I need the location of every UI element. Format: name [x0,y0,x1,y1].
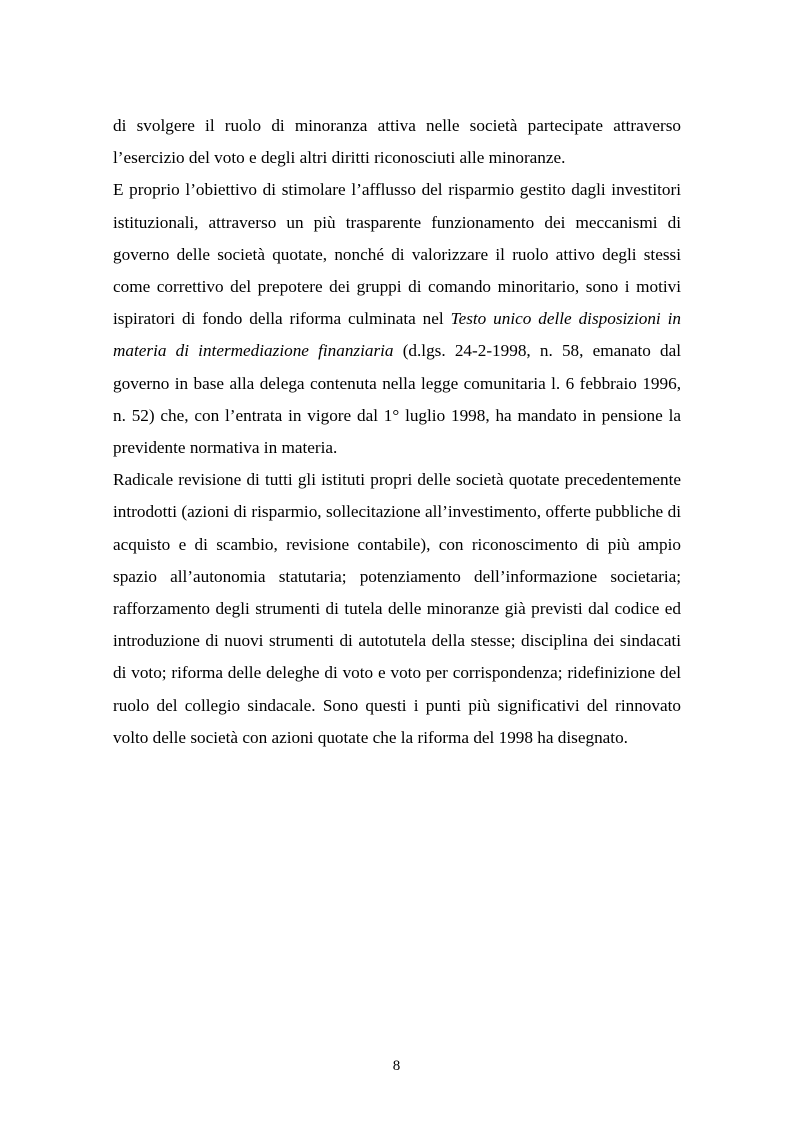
paragraph-1-text: di svolgere il ruolo di minoranza attiva nelle società partecipate attraverso l’esercizio del voto e degli altri diritti riconosciuti alle minoranze. [113,116,681,168]
paragraph-2-text-rest: (d.lgs. 24-2-1998, n. 58, emanato dal governo in base alla delega contenuta nella legge comunitaria l. 6 febbraio 1996, n. 52) che, con l’entrata in vigore dal 1° luglio 1998, ha mandato in pensione la previdente normativa in materia. [113,341,681,458]
paragraph-3-text: Radicale revisione di tutti gli istituti propri delle società quotate precedentemente introdotti (azioni di risparmio, sollecitazione all’investimento, offerte pubbliche di acquisto e di scambio, revisione contabile), con riconoscimento di più ampio spazio all’autonomia statutaria; potenziamento dell’informazione societaria; rafforzamento degli strumenti di tutela delle minoranze già previsti dal codice ed introduzione di nuovi strumenti di autotutela della stesse; disciplina dei sindacati di voto; riforma delle deleghe di voto e voto per corrispondenza; ridefinizione del ruolo del collegio sindacale. Sono questi i punti più significativi del rinnovato volto delle società con azioni quotate che la riforma del 1998 ha disegnato. [113,470,681,747]
paragraph-2-text-intro: E proprio l’obiettivo di stimolare l’afflusso del risparmio gestito dagli investitori istituzionali, attraverso un più trasparente funzionamento dei meccanismi di governo delle società quotate, nonché di valorizzare il ruolo attivo degli stessi come correttivo del prepotere dei gruppi di comando minoritario, sono i motivi ispiratori di fondo della riforma culminata nel [113,180,681,329]
page-number: 8 [392,1058,401,1074]
law-title-italic: Testo unico delle disposizioni in materia di intermediazione finanziaria [113,309,681,361]
paragraph-2 [113,174,681,464]
paragraph-1 [113,110,681,174]
paragraph-3 [113,464,681,754]
page-body [113,110,681,754]
